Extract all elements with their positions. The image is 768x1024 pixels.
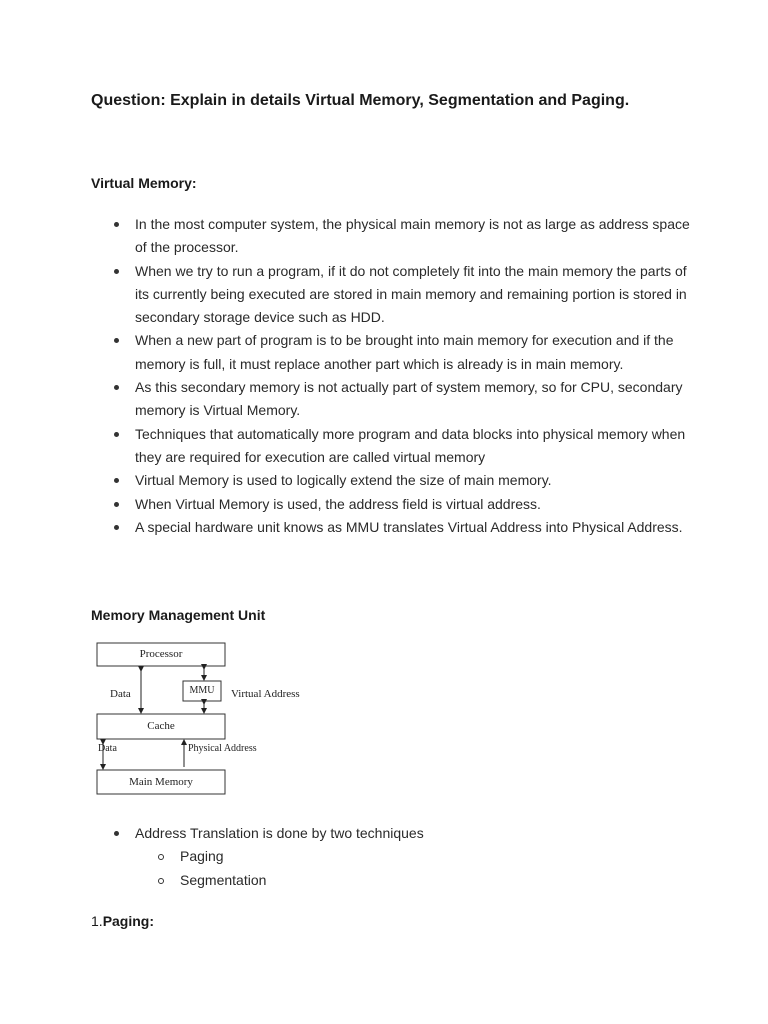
mmu-heading: Memory Management Unit — [91, 607, 266, 623]
list-item: In the most computer system, the physical main memory is not as large as address space of the processor. — [135, 213, 695, 260]
mmu-diagram — [94, 640, 314, 800]
question-heading: Question: Explain in details Virtual Memory, Segmentation and Paging. — [91, 92, 630, 109]
list-item: When a new part of program is to be brought into main memory for execution and if the memory is full, it must replace another part which is already is in main memory. — [135, 329, 695, 376]
technique-paging: Paging — [180, 845, 695, 868]
list-item — [135, 822, 695, 892]
paging-title: Paging: — [102, 913, 155, 929]
paging-number: 1. — [91, 913, 103, 929]
list-item: Techniques that automatically more program and data blocks into physical memory when they are required for execution are called virtual memory — [135, 423, 695, 470]
list-item: When Virtual Memory is used, the address field is virtual address. — [135, 493, 695, 516]
list-item: A special hardware unit knows as MMU translates Virtual Address into Physical Address. — [135, 516, 695, 539]
technique-list — [135, 845, 695, 892]
physical-address-label: Physical Address — [188, 743, 257, 754]
data-label-top: Data — [110, 688, 131, 700]
technique-segmentation: Segmentation — [180, 869, 695, 892]
virtual-address-label: Virtual Address — [231, 688, 300, 700]
list-item: As this secondary memory is not actually part of system memory, so for CPU, secondary memory is Virtual Memory. — [135, 376, 695, 423]
virtual-memory-heading: Virtual Memory: — [91, 175, 197, 191]
virtual-memory-list — [135, 213, 695, 539]
translation-list — [135, 822, 695, 892]
translation-text: Address Translation is done by two techniques — [135, 825, 424, 841]
list-item: Virtual Memory is used to logically extend the size of main memory. — [135, 469, 695, 492]
cache-label: Cache — [147, 720, 175, 732]
mmu-label: MMU — [189, 685, 215, 696]
processor-label: Processor — [139, 648, 183, 660]
paging-heading — [91, 913, 154, 929]
main-memory-label: Main Memory — [129, 776, 193, 788]
data-label-bottom: Data — [98, 743, 117, 754]
list-item: When we try to run a program, if it do not completely fit into the main memory the parts of its currently being executed are stored in main memory and remaining portion is stored in secondary storage device such as HDD. — [135, 260, 695, 330]
